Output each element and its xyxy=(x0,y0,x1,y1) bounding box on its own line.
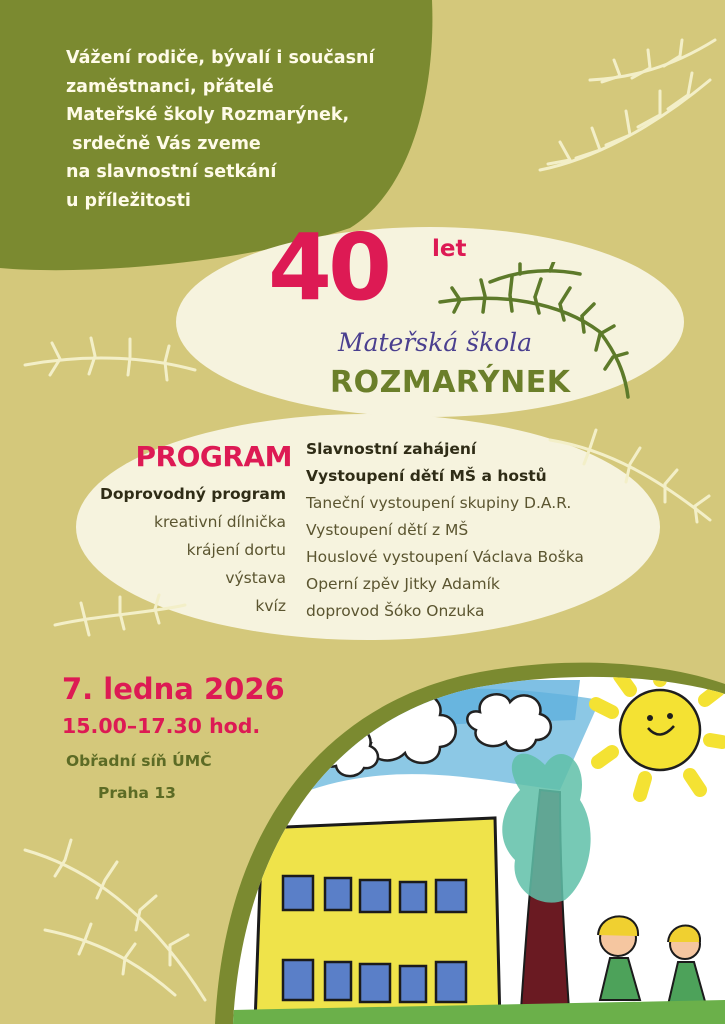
list-item: Operní zpěv Jitky Adamík xyxy=(306,575,500,593)
list-item: krájení dortu xyxy=(186,541,286,559)
intro-line: zaměstnanci, přátelé xyxy=(66,76,274,97)
list-item: doprovod Šóko Onzuka xyxy=(306,602,485,620)
list-item: Slavnostní zahájení xyxy=(306,440,477,458)
list-item: Houslové vystoupení Václava Boška xyxy=(306,548,584,566)
event-time: 15.00–17.30 hod. xyxy=(62,714,261,738)
list-item: kreativní dílnička xyxy=(154,513,286,531)
list-item: výstava xyxy=(225,569,286,587)
list-item: Taneční vystoupení skupiny D.A.R. xyxy=(306,494,572,512)
anniversary-suffix: let xyxy=(432,236,467,262)
school-name: ROZMARÝNEK xyxy=(330,365,571,400)
event-date: 7. ledna 2026 xyxy=(62,672,285,706)
intro-line: Vážení rodiče, bývalí i současní xyxy=(66,48,375,68)
program-heading: PROGRAM xyxy=(135,440,292,473)
school-building-drawing xyxy=(255,818,500,1024)
intro-line: u příležitosti xyxy=(66,190,191,211)
intro-line: srdečně Vás zveme xyxy=(66,133,261,154)
intro-line: na slavnostní setkání xyxy=(66,162,277,182)
anniversary-number: 40 xyxy=(268,214,389,321)
school-name-script: Mateřská škola xyxy=(338,328,533,357)
list-item: kvíz xyxy=(255,597,286,615)
list-item: Vystoupení dětí MŠ a hostů xyxy=(306,467,547,485)
intro-line: Mateřské školy Rozmarýnek, xyxy=(66,105,350,125)
list-item: Vystoupení dětí z MŠ xyxy=(306,521,469,539)
event-place: Obřadní síň ÚMČ xyxy=(66,752,212,770)
side-program-heading: Doprovodný program xyxy=(99,485,286,503)
event-city: Praha 13 xyxy=(98,784,176,802)
